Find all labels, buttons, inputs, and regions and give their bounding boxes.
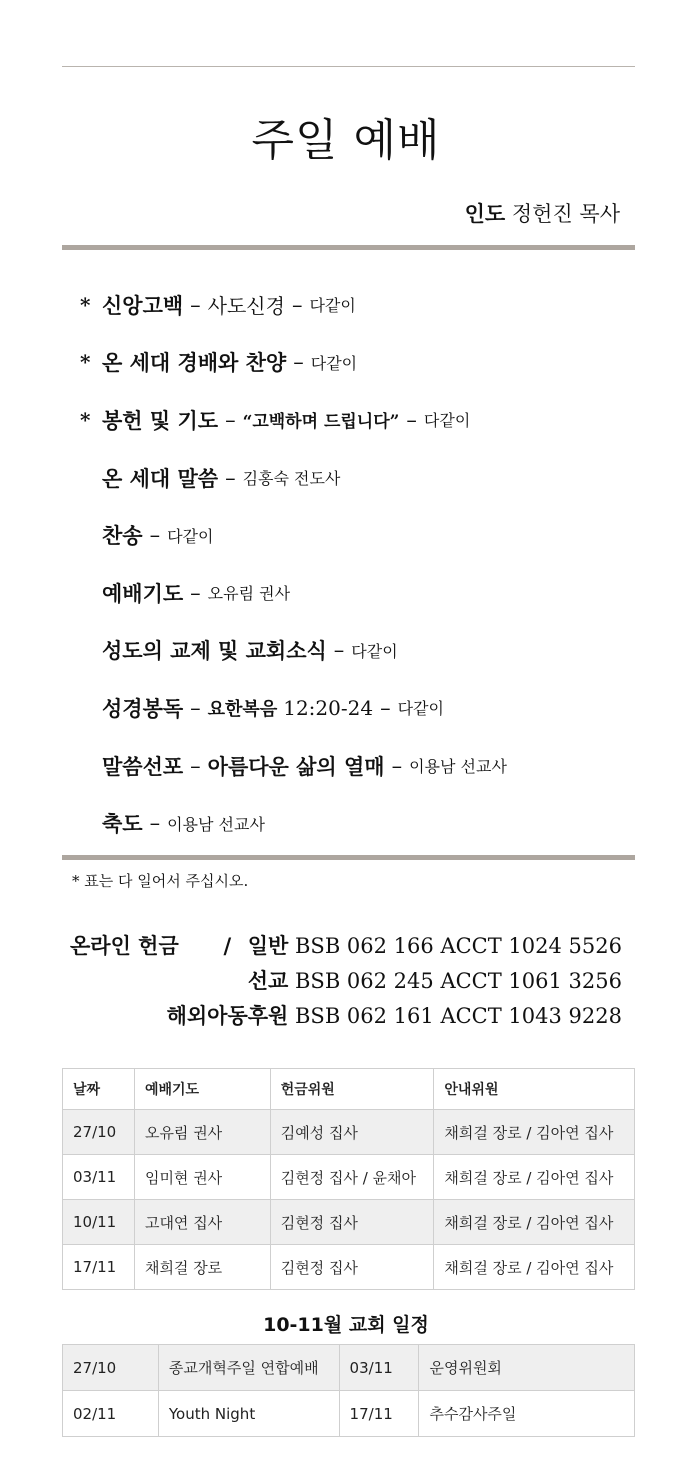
dash: – <box>391 753 403 778</box>
cell-date: 27/10 <box>63 1345 159 1391</box>
dash: – <box>149 523 161 548</box>
item-name: 예배기도 <box>102 580 184 606</box>
cell-prayer: 오유림 권사 <box>134 1110 270 1155</box>
officiant-name: 정헌진 목사 <box>511 202 620 226</box>
table-row <box>63 1110 635 1155</box>
dash: – <box>291 292 303 317</box>
cell-prayer: 고대연 집사 <box>134 1200 270 1245</box>
item-name: 신앙고백 <box>102 292 184 318</box>
header-offering-team: 헌금위원 <box>270 1069 434 1110</box>
top-rule <box>62 66 635 67</box>
account-detail: BSB 062 161 ACCT 1043 9228 <box>295 1004 622 1028</box>
cell-date: 27/10 <box>63 1110 135 1155</box>
dash: – <box>149 811 161 836</box>
cell-date: 17/11 <box>63 1245 135 1290</box>
dash: – <box>190 753 201 778</box>
cell-prayer: 채희걸 장로 <box>134 1245 270 1290</box>
item-leader: 다같이 <box>309 296 356 316</box>
cell-event: 추수감사주일 <box>419 1391 635 1437</box>
officiant-role: 인도 <box>464 201 506 226</box>
offering-slash: / <box>223 933 232 958</box>
order-item-creed <box>80 276 640 334</box>
dash: – <box>293 350 304 375</box>
account-name: 일반 <box>247 933 289 958</box>
header-prayer: 예배기도 <box>134 1069 270 1110</box>
table-row <box>63 1245 635 1290</box>
cell-date: 03/11 <box>63 1155 135 1200</box>
dash: – <box>225 465 236 490</box>
item-detail: “고백하며 드립니다” <box>242 412 400 433</box>
dash: – <box>190 580 201 605</box>
item-name: 온 세대 경배와 찬양 <box>102 350 287 376</box>
dash: – <box>333 638 345 663</box>
dash: – <box>225 407 236 432</box>
schedule-table <box>62 1344 635 1437</box>
account-detail: BSB 062 166 ACCT 1024 5526 <box>295 934 622 958</box>
worship-order <box>80 276 640 852</box>
account-name: 선교 <box>247 968 289 993</box>
table-row <box>63 1200 635 1245</box>
item-name: 찬송 <box>102 523 143 549</box>
dash: – <box>190 695 201 720</box>
header-date: 날짜 <box>63 1069 135 1110</box>
item-name: 온 세대 말씀 <box>102 465 219 491</box>
offering-label: 온라인 헌금 <box>70 933 179 958</box>
stand-marker: * <box>80 292 91 317</box>
stand-marker: * <box>80 350 91 375</box>
sermon-title: 아름다운 삶의 열매 <box>207 753 385 779</box>
item-name: 봉헌 및 기도 <box>102 407 219 433</box>
item-leader: 다같이 <box>351 641 398 661</box>
cell-ushers: 채희걸 장로 / 김아연 집사 <box>434 1200 635 1245</box>
order-item-prayer <box>80 564 640 622</box>
order-item-fellowship <box>80 622 640 680</box>
schedule-title: 10-11월 교회 일정 <box>263 1314 429 1336</box>
offering-account-mission <box>248 965 622 995</box>
item-name: 축도 <box>102 811 143 837</box>
table-row <box>63 1155 635 1200</box>
order-item-scripture <box>80 679 640 737</box>
cell-ushers: 채희걸 장로 / 김아연 집사 <box>434 1110 635 1155</box>
offering-account-general <box>248 930 622 960</box>
cell-offering-team: 김현정 집사 / 윤채아 <box>270 1155 434 1200</box>
cell-ushers: 채희걸 장로 / 김아연 집사 <box>434 1155 635 1200</box>
page-title: 주일 예배 <box>251 115 441 166</box>
item-name: 성도의 교제 및 교회소식 <box>102 638 327 664</box>
cell-event: Youth Night <box>158 1391 339 1437</box>
item-name: 성경봉독 <box>102 695 184 721</box>
cell-date: 03/11 <box>339 1345 419 1391</box>
cell-date: 02/11 <box>63 1391 159 1437</box>
duty-table <box>62 1068 635 1290</box>
dash: – <box>406 407 417 432</box>
cell-offering-team: 김현정 집사 <box>270 1245 434 1290</box>
item-leader: 다같이 <box>423 411 471 431</box>
item-leader: 다같이 <box>167 526 214 546</box>
offering-label-line <box>70 930 231 960</box>
order-item-all-ages-sermon <box>80 449 640 507</box>
cell-event: 종교개혁주일 연합예배 <box>158 1345 339 1391</box>
account-name: 해외아동후원 <box>166 1003 289 1028</box>
dash: – <box>190 292 201 317</box>
item-leader: 이용남 선교사 <box>167 814 265 834</box>
item-leader: 다같이 <box>310 353 358 373</box>
officiant <box>465 198 620 228</box>
table-header-row <box>63 1069 635 1110</box>
dash: – <box>380 695 391 720</box>
cell-date: 10/11 <box>63 1200 135 1245</box>
account-detail: BSB 062 245 ACCT 1061 3256 <box>295 969 622 993</box>
item-name: 말씀선포 <box>102 753 184 779</box>
table-row <box>63 1345 635 1391</box>
scripture-book: 요한복음 <box>207 698 278 720</box>
item-leader: 이용남 선교사 <box>409 757 507 777</box>
item-leader: 김홍숙 전도사 <box>242 469 341 489</box>
order-item-benediction <box>80 794 640 852</box>
cell-date: 17/11 <box>339 1391 419 1437</box>
item-leader: 오유림 권사 <box>207 584 291 604</box>
cell-offering-team: 김현정 집사 <box>270 1200 434 1245</box>
section-divider-top <box>62 245 635 250</box>
section-divider-bottom <box>62 855 635 860</box>
order-item-praise <box>80 334 640 392</box>
cell-event: 운영위원회 <box>419 1345 635 1391</box>
header-ushers: 안내위원 <box>434 1069 635 1110</box>
table-row <box>63 1391 635 1437</box>
scripture-verse: 12:20-24 <box>283 695 374 720</box>
order-item-offering <box>80 391 640 449</box>
item-detail: 사도신경 <box>207 294 285 319</box>
offering-account-child-sponsorship <box>167 1000 622 1030</box>
cell-ushers: 채희걸 장로 / 김아연 집사 <box>434 1245 635 1290</box>
order-item-hymn <box>80 506 640 564</box>
item-leader: 다같이 <box>397 699 444 719</box>
order-item-sermon <box>80 737 640 795</box>
stand-marker: * <box>80 407 91 432</box>
standing-note: * 표는 다 일어서 주십시오. <box>72 872 249 890</box>
cell-prayer: 임미현 권사 <box>134 1155 270 1200</box>
cell-offering-team: 김예성 집사 <box>270 1110 434 1155</box>
